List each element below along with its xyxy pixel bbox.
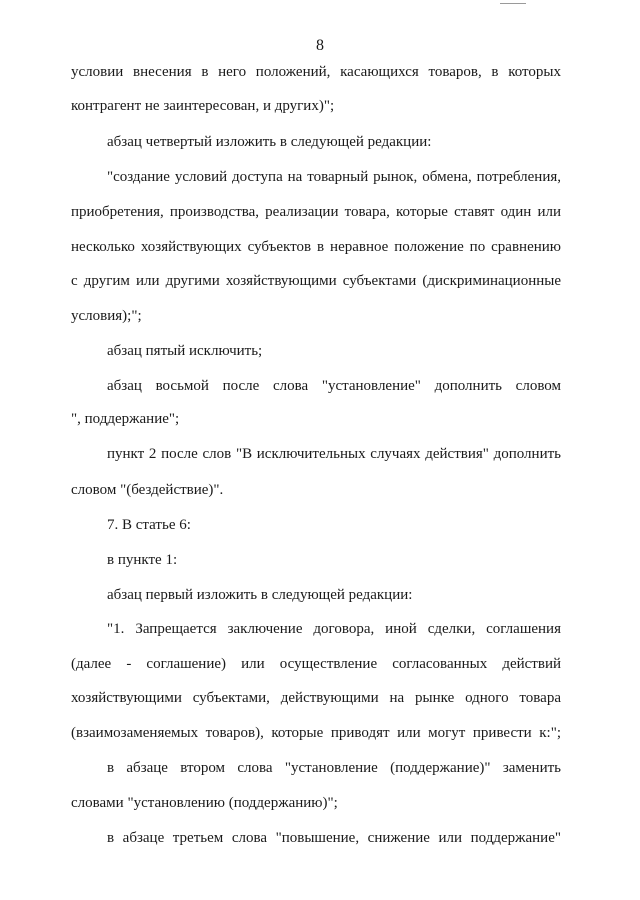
text-line: контрагент не заинтересован, и других)";	[71, 98, 335, 114]
text-line: с другим или другими хозяйствующими субъектами (дискриминационные	[71, 273, 561, 289]
text-line: приобретения, производства, реализации товара, которые ставят один или	[71, 204, 561, 220]
text-line: (далее - соглашение) или осуществление согласованных действий	[71, 656, 561, 672]
text-line: условии внесения в него положений, касающихся товаров, в которых	[71, 64, 561, 80]
text-line: 7. В статье 6:	[107, 517, 191, 533]
text-line: условия);";	[71, 308, 142, 324]
text-line: абзац четвертый изложить в следующей редакции:	[107, 134, 432, 150]
page-number: 8	[316, 37, 324, 54]
text-line: в пункте 1:	[107, 552, 178, 568]
text-line: абзац пятый исключить;	[107, 343, 263, 359]
text-line: "1. Запрещается заключение договора, иной сделки, соглашения	[107, 621, 561, 637]
text-line: пункт 2 после слов "В исключительных случаях действия" дополнить	[107, 446, 561, 462]
text-line: хозяйствующими субъектами, действующими на рынке одного товара	[71, 690, 561, 706]
text-line: словами "установлению (поддержанию)";	[71, 795, 338, 811]
text-line: "создание условий доступа на товарный рынок, обмена, потребления,	[107, 169, 561, 185]
text-line: абзац первый изложить в следующей редакции:	[107, 587, 413, 603]
text-line: несколько хозяйствующих субъектов в неравное положение по сравнению	[71, 239, 561, 255]
text-line: в абзаце втором слова "установление (поддержание)" заменить	[107, 760, 561, 776]
text-line: ", поддержание";	[71, 411, 180, 427]
text-line: (взаимозаменяемых товаров), которые приводят или могут привести к:";	[71, 725, 561, 741]
text-line: абзац восьмой после слова "установление" дополнить словом	[107, 378, 561, 394]
text-line: в абзаце третьем слова "повышение, снижение или поддержание"	[107, 830, 561, 846]
text-line: словом "(бездействие)".	[71, 482, 224, 498]
corner-mark	[500, 3, 526, 4]
